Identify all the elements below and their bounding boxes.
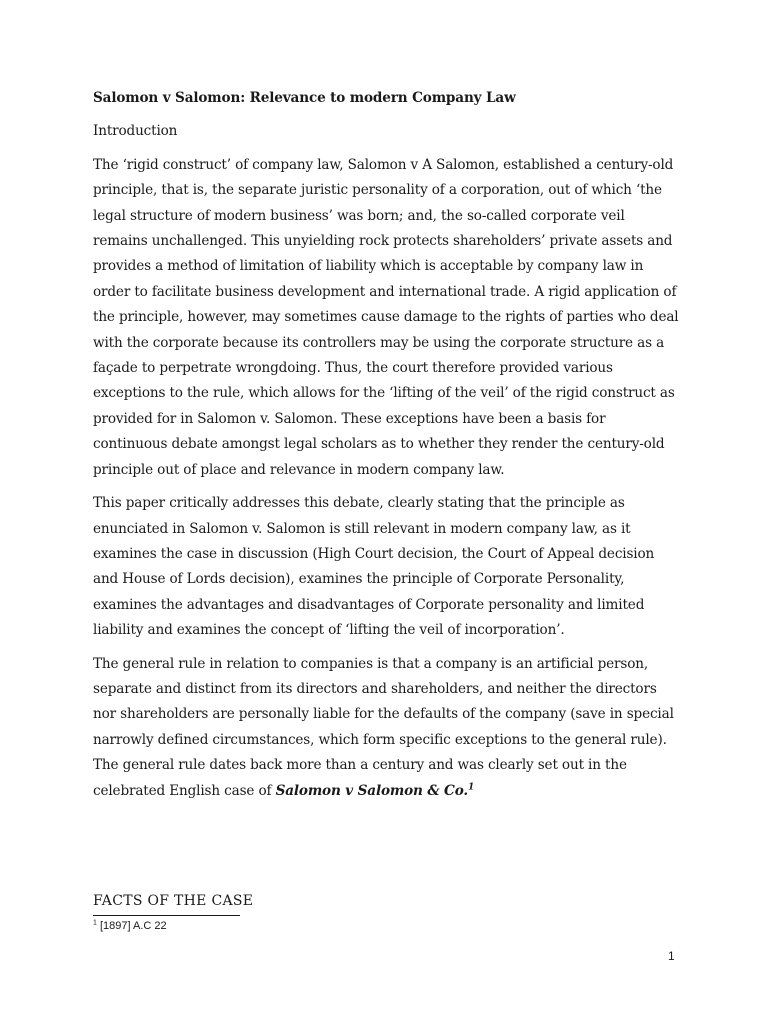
page-number: 1 xyxy=(668,949,675,963)
footnote-reference[interactable]: 1 xyxy=(467,782,475,793)
facts-heading: FACTS OF THE CASE xyxy=(93,893,254,909)
paragraph-3 xyxy=(93,652,679,804)
paragraph-1: The ‘rigid construct’ of company law, Salomon v A Salomon, established a century-old principle, that is, the separate juristic personality of a corporation, out of which ‘the legal structure of modern business’ was born; and, the so-called corporate veil remains unchallenged. This unyielding rock protects shareholders’ private assets and provides a method of limitation of liability which is acceptable by company law in order to facilitate business development and international trade. A rigid application of the principle, however, may sometimes cause damage to the rights of parties who deal with the corporate because its controllers may be using the corporate structure as a façade to perpetrate wrongdoing. Thus, the court therefore provided various exceptions to the rule, which allows for the ‘lifting of the veil’ of the rigid construct as provided for in Salomon v. Salomon. These exceptions have been a basis for continuous debate amongst legal scholars as to whether they render the century-old principle out of place and relevance in modern company law. xyxy=(93,156,679,478)
paragraph-2: This paper critically addresses this debate, clearly stating that the principle as enunciated in Salomon v. Salomon is still relevant in modern company law, as it examines the case in discussion (High Court decision, the Court of Appeal decision and House of Lords decision), examines the principle of Corporate Personality, examines the advantages and disadvantages of Corporate personality and limited liability and examines the concept of ‘lifting the veil of incorporation’. xyxy=(93,495,655,639)
case-citation: Salomon v Salomon & Co. xyxy=(275,782,468,799)
paragraph-3-text: The general rule in relation to companies is that a company is an artificial person, separate and distinct from its directors and shareholders, and neither the directors nor shareholders are personally liable for the defaults of the company (save in special narrowly defined circumstances, which form specific exceptions to the general rule). The general rule dates back more than a century and was clearly set out in the celebrated English case of xyxy=(93,655,674,799)
footnote-text: [1897] A.C 22 xyxy=(99,920,167,932)
footnote-marker: 1 xyxy=(93,919,97,927)
document-title: Salomon v Salomon: Relevance to modern Company Law xyxy=(93,90,516,106)
footnote xyxy=(93,920,167,932)
document-body xyxy=(93,86,679,812)
footnote-separator xyxy=(93,915,240,916)
section-introduction-label: Introduction xyxy=(93,123,178,140)
